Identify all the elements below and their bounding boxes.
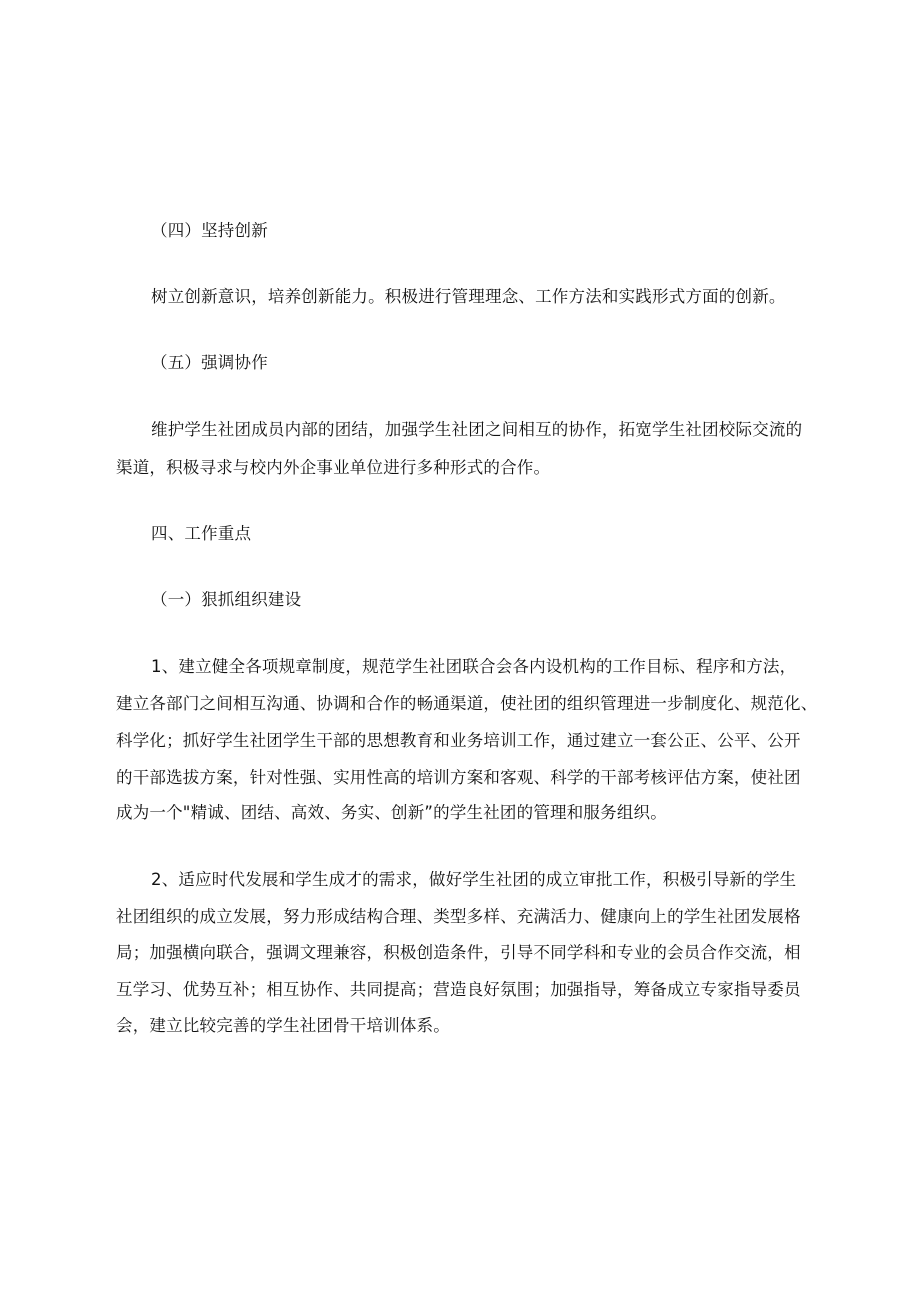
item-1-line-4: 的干部选拔方案，针对性强、实用性高的培训方案和客观、科学的干部考核评估方案，使社团 xyxy=(116,768,801,787)
section-4-body-line-1: 树立创新意识，培养创新能力。积极进行管理理念、工作方法和实践形式方面的创新。 xyxy=(151,287,786,306)
section-4-heading: （四）坚持创新 xyxy=(151,221,268,240)
item-1-line-1: 1、建立健全各项规章制度，规范学生社团联合会各内设机构的工作目标、程序和方法， xyxy=(151,657,797,676)
item-2-line-5: 会，建立比较完善的学生社团骨干培训体系。 xyxy=(116,1016,450,1035)
item-2-line-2: 社团组织的成立发展，努力形成结构合理、类型多样、充满活力、健康向上的学生社团发展格 xyxy=(116,907,801,926)
item-2-line-3: 局；加强横向联合，强调文理兼容，积极创造条件，引导不同学科和专业的会员合作交流，相 xyxy=(116,943,801,962)
section-5-body-line-2: 渠道，积极寻求与校内外企事业单位进行多种形式的合作。 xyxy=(116,458,551,477)
subsection-1-heading: （一）狠抓组织建设 xyxy=(151,590,302,609)
chapter-heading: 四、工作重点 xyxy=(151,524,252,543)
section-5-body-line-1: 维护学生社团成员内部的团结，加强学生社团之间相互的协作，拓宽学生社团校际交流的 xyxy=(151,420,803,439)
item-2-line-1: 2、适应时代发展和学生成才的需求，做好学生社团的成立审批工作，积极引导新的学生 xyxy=(151,870,797,889)
item-1-line-5: 成为一个"精诚、团结、高效、务实、创新”的学生社团的管理和服务组织。 xyxy=(116,803,667,822)
item-2-line-4: 互学习、优势互补；相互协作、共同提高；营造良好氛围；加强指导，筹备成立专家指导委员 xyxy=(116,980,801,999)
item-1-line-2: 建立各部门之间相互沟通、协调和合作的畅通渠道，使社团的组织管理进一步制度化、规范化、 xyxy=(116,694,818,713)
item-1-line-3: 科学化；抓好学生社团学生干部的思想教育和业务培训工作，通过建立一套公正、公平、公开 xyxy=(116,731,801,750)
section-5-heading: （五）强调协作 xyxy=(151,353,268,372)
